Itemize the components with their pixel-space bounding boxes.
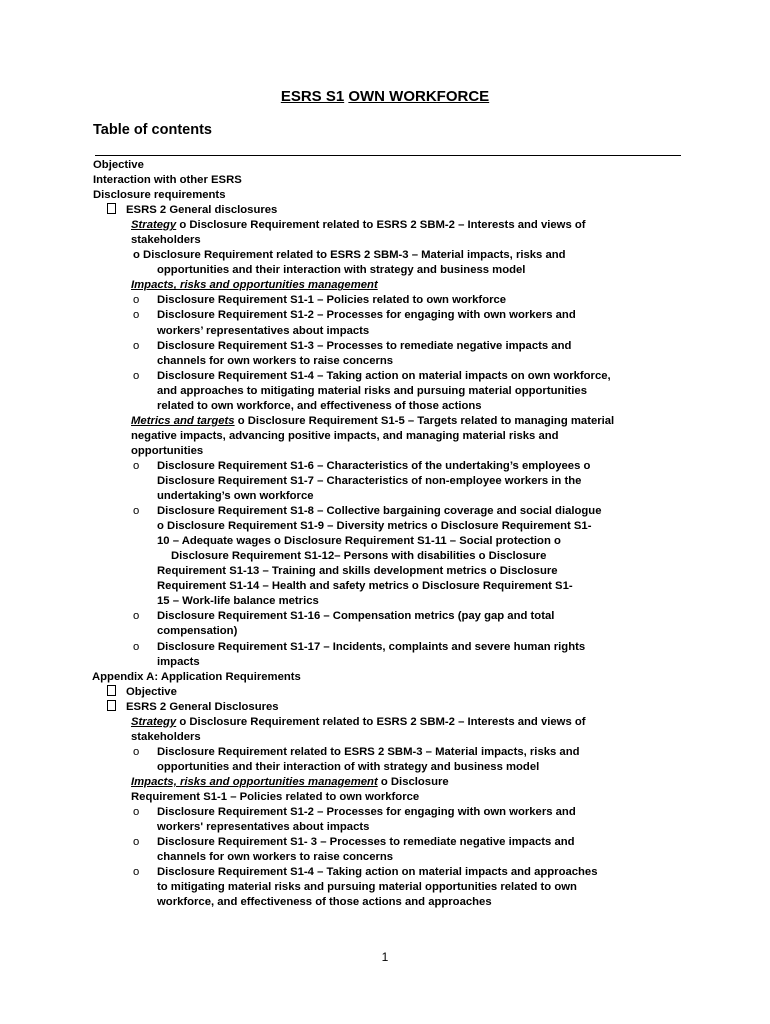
toc-entry[interactable]: o Disclosure Requirement related to ESRS 2 SBM-3 – Material impacts, risks and — [93, 745, 673, 760]
toc-entry[interactable]: o Disclosure Requirement S1-17 – Incidents, complaints and severe human rights — [93, 640, 673, 655]
bullet-o-icon: o — [133, 459, 140, 472]
toc-entry[interactable]: Objective — [93, 159, 144, 171]
toc-entry[interactable]: o Disclosure Requirement S1-2 – Processes for engaging with own workers and — [93, 308, 673, 323]
section-label: Strategy — [131, 219, 177, 232]
toc-entry[interactable]: workers’ representatives about impacts — [157, 324, 370, 337]
toc-entry[interactable]: stakeholders — [131, 730, 201, 743]
toc-entry[interactable]: o Disclosure Requirement S1-2 – Processes for engaging with own workers and — [93, 805, 673, 820]
toc-entry[interactable]: Objective — [93, 685, 673, 700]
toc-entry[interactable]: Appendix A: Application Requirements — [92, 670, 301, 683]
toc-entry[interactable]: Strategy o Disclosure Requirement related to ESRS 2 SBM-2 – Interests and views of — [131, 715, 586, 728]
title-esrs: ESRS S1 — [280, 88, 345, 105]
bullet-o-icon: o — [133, 369, 140, 382]
toc-entry[interactable]: opportunities — [131, 444, 204, 457]
bullet-o-icon: o — [133, 866, 140, 879]
bullet-o-icon: o — [133, 836, 140, 849]
bullet-o-icon: o — [133, 640, 140, 653]
table-of-contents — [93, 158, 673, 910]
bullet-o-icon: o — [133, 339, 140, 352]
toc-entry[interactable]: 10 – Adequate wages o Disclosure Requirement S1-11 – Social protection o — [157, 535, 561, 548]
toc-entry[interactable]: Metrics and targets o Disclosure Requirement S1-5 – Targets related to managing material — [131, 414, 615, 427]
toc-entry[interactable]: Disclosure Requirement S1-12– Persons with disabilities o Disclosure — [171, 550, 547, 563]
toc-entry[interactable]: related to own workforce, and effectiveness of those actions — [157, 399, 482, 412]
toc-entry-label: o Disclosure Requirement related to ESRS 2 SBM-2 – Interests and views of — [179, 219, 586, 232]
toc-entry[interactable]: workforce, and effectiveness of those actions and approaches — [157, 896, 492, 909]
toc-entry[interactable]: undertaking’s own workforce — [157, 490, 314, 503]
bullet-o-icon: o — [133, 806, 140, 819]
toc-entry[interactable]: o Disclosure Requirement S1-1 – Policies related to own workforce — [93, 293, 673, 308]
checkbox-glyph-icon — [107, 203, 116, 214]
bullet-o-icon: o — [133, 294, 140, 307]
toc-entry[interactable]: compensation) — [157, 625, 238, 638]
toc-entry[interactable]: channels for own workers to raise concerns — [157, 354, 394, 367]
toc-entry[interactable] — [93, 203, 673, 218]
section-label: Impacts, risks and opportunities management — [131, 775, 378, 788]
toc-entry[interactable]: Requirement S1-14 – Health and safety metrics o Disclosure Requirement S1- — [157, 580, 573, 593]
toc-entry[interactable]: o Disclosure Requirement S1-4 – Taking action on material impacts on own workforce, — [93, 369, 673, 384]
document-title — [0, 88, 770, 105]
toc-entry[interactable]: opportunities and their interaction of with strategy and business model — [157, 760, 540, 773]
section-label: Impacts, risks and opportunities management — [131, 279, 378, 292]
toc-entry[interactable]: o Disclosure Requirement S1-3 – Processes to remediate negative impacts and — [93, 339, 673, 354]
toc-entry[interactable]: o Disclosure Requirement S1-16 – Compensation metrics (pay gap and total — [93, 609, 673, 624]
checkbox-glyph-icon — [107, 685, 116, 696]
toc-entry[interactable] — [93, 278, 673, 293]
section-label: Metrics and targets — [131, 414, 235, 427]
toc-entry[interactable]: o Disclosure Requirement S1- 3 – Processes to remediate negative impacts and — [93, 835, 673, 850]
section-label: Strategy — [131, 715, 177, 728]
toc-heading: Table of contents — [93, 122, 212, 138]
toc-entry[interactable]: ESRS 2 General Disclosures — [93, 700, 673, 715]
toc-entry[interactable]: channels for own workers to raise concerns — [157, 851, 394, 864]
toc-entry[interactable]: workers' representatives about impacts — [157, 821, 370, 834]
toc-entry[interactable]: Impacts, risks and opportunities management o Disclosure — [131, 775, 449, 788]
toc-entry[interactable]: o Disclosure Requirement S1-9 – Diversity metrics o Disclosure Requirement S1- — [157, 520, 592, 533]
bullet-o-icon: o — [133, 505, 140, 518]
toc-entry[interactable]: impacts — [157, 655, 200, 668]
toc-entry[interactable]: Requirement S1-13 – Training and skills development metrics o Disclosure — [157, 565, 558, 578]
toc-entry-label: ESRS 2 General disclosures — [126, 204, 278, 217]
bullet-o-icon: o — [133, 610, 140, 623]
toc-entry[interactable]: o Disclosure Requirement S1-8 – Collective bargaining coverage and social dialogue — [93, 504, 673, 519]
toc-entry[interactable]: Disclosure requirements — [93, 189, 226, 202]
bullet-o-icon: o — [133, 745, 140, 758]
toc-entry[interactable]: stakeholders — [131, 234, 201, 247]
toc-entry[interactable]: o Disclosure Requirement S1-4 – Taking action on material impacts and approaches — [93, 865, 673, 880]
toc-entry[interactable]: Interaction with other ESRS — [93, 174, 242, 187]
toc-entry[interactable]: negative impacts, advancing positive impacts, and managing material risks and — [131, 429, 559, 442]
toc-entry[interactable] — [93, 218, 673, 233]
toc-entry[interactable]: 15 – Work-life balance metrics — [157, 595, 319, 608]
divider — [95, 155, 681, 156]
bullet-o-icon: o — [133, 309, 140, 322]
toc-entry[interactable]: Requirement S1-1 – Policies related to own workforce — [131, 790, 420, 803]
toc-entry[interactable]: to mitigating material risks and pursuing material opportunities related to own — [157, 881, 577, 894]
toc-entry[interactable]: o Disclosure Requirement related to ESRS 2 SBM-3 – Material impacts, risks and — [133, 249, 566, 262]
page-number: 1 — [381, 950, 389, 964]
title-own-workforce: OWN WORKFORCE — [348, 88, 490, 105]
checkbox-glyph-icon — [107, 700, 116, 711]
toc-entry[interactable]: and approaches to mitigating material risks and pursuing material opportunities — [157, 384, 587, 397]
toc-entry[interactable]: opportunities and their interaction with strategy and business model — [157, 264, 526, 277]
toc-entry[interactable]: Disclosure Requirement S1-7 – Characteristics of non-employee workers in the — [157, 474, 582, 487]
toc-entry[interactable]: o Disclosure Requirement S1-6 – Characteristics of the undertaking’s employees o — [93, 459, 673, 474]
